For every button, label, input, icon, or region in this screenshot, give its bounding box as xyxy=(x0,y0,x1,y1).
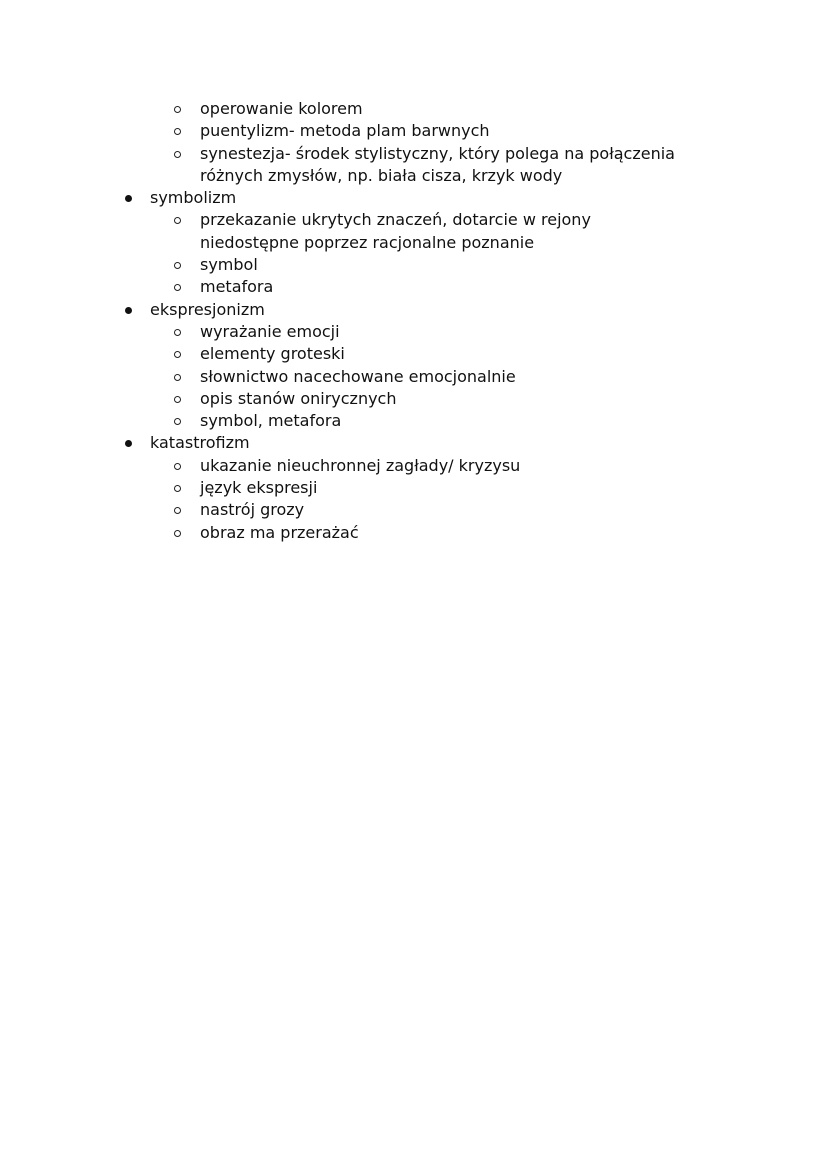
list-item-text: operowanie kolorem xyxy=(200,99,363,118)
list-item-level2 xyxy=(0,143,828,165)
bullet-hollow-icon xyxy=(174,128,181,135)
bullet-hollow-icon xyxy=(174,284,181,291)
list-item-level2 xyxy=(0,455,828,477)
list-item-level1 xyxy=(0,187,828,209)
list-item-text: katastrofizm xyxy=(150,433,250,453)
list-item-text: symbol xyxy=(200,255,258,275)
list-item-level2 xyxy=(0,209,828,231)
list-item-text: symbolizm xyxy=(150,188,237,208)
list-item-level2 xyxy=(0,343,828,365)
bullet-filled-icon xyxy=(125,195,132,202)
bullet-hollow-icon xyxy=(174,106,181,113)
bullet-hollow-icon xyxy=(174,463,181,470)
bullet-filled-icon xyxy=(125,440,132,447)
bullet-hollow-icon xyxy=(174,374,181,381)
list-item-text: niedostępne poprzez racjonalne poznanie xyxy=(200,232,535,252)
bullet-hollow-icon xyxy=(174,396,181,403)
document-page xyxy=(0,98,828,544)
list-item-text: przekazanie ukrytych znaczeń, dotarcie w rejony xyxy=(200,210,591,230)
bullet-hollow-icon xyxy=(174,262,181,269)
bullet-hollow-icon xyxy=(174,530,181,537)
list-item-level2 xyxy=(0,410,828,432)
list-item-level2 xyxy=(0,276,828,298)
bullet-hollow-icon xyxy=(174,217,181,224)
bullet-filled-icon xyxy=(125,307,132,314)
list-item-level2 xyxy=(0,388,828,410)
bullet-hollow-icon xyxy=(174,418,181,425)
list-item-level2 xyxy=(0,120,828,142)
list-item-text: język ekspresji xyxy=(200,478,318,498)
bullet-hollow-icon xyxy=(174,151,181,158)
list-item-text: synestezja- środek stylistyczny, który polega na połączenia xyxy=(200,143,675,163)
list-item-level1 xyxy=(0,299,828,321)
list-item-level2 xyxy=(0,477,828,499)
bullet-hollow-icon xyxy=(174,485,181,492)
list-item-level2 xyxy=(0,499,828,521)
list-item-text: wyrażanie emocji xyxy=(200,321,340,341)
list-item-level2 xyxy=(0,98,828,120)
list-item-text: elementy groteski xyxy=(200,344,345,364)
bullet-hollow-icon xyxy=(174,329,181,336)
list-item-continuation xyxy=(0,165,828,187)
bullet-hollow-icon xyxy=(174,351,181,358)
list-item-level2 xyxy=(0,321,828,343)
list-item-level2 xyxy=(0,254,828,276)
list-item-text: ukazanie nieuchronnej zagłady/ kryzysu xyxy=(200,455,521,475)
list-item-text: słownictwo nacechowane emocjonalnie xyxy=(200,366,516,386)
list-item-text: opis stanów onirycznych xyxy=(200,388,397,408)
list-item-level1 xyxy=(0,432,828,454)
list-item-text: ekspresjonizm xyxy=(150,299,265,319)
list-item-text: obraz ma przerażać xyxy=(200,522,359,542)
list-item-text: puentylizm- metoda plam barwnych xyxy=(200,121,490,141)
list-item-text: metafora xyxy=(200,277,274,297)
list-item-text: różnych zmysłów, np. biała cisza, krzyk wody xyxy=(200,165,563,185)
list-item-level2 xyxy=(0,366,828,388)
list-item-level2 xyxy=(0,522,828,544)
bullet-hollow-icon xyxy=(174,507,181,514)
list-item-text: symbol, metafora xyxy=(200,411,342,431)
list-item-text: nastrój grozy xyxy=(200,500,305,520)
list-item-continuation xyxy=(0,232,828,254)
